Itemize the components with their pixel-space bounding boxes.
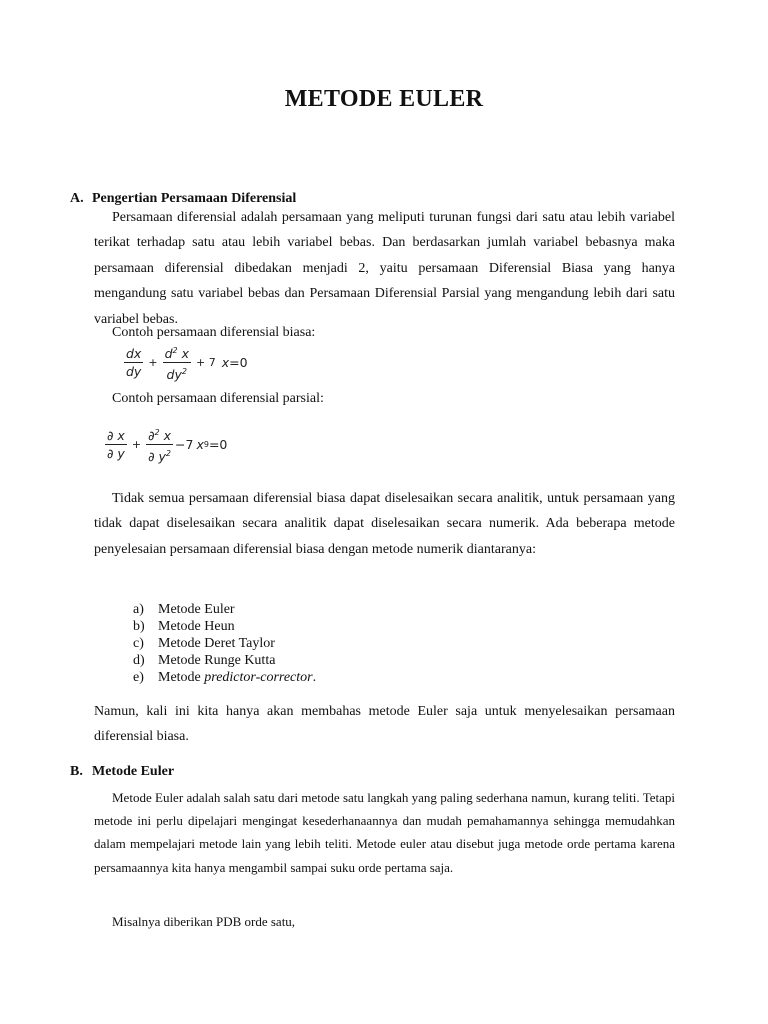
list-marker: a) <box>133 602 144 617</box>
example-partial-label: Contoh persamaan diferensial parsial: <box>112 391 324 406</box>
section-b-paragraph-2: Misalnya diberikan PDB orde satu, <box>112 914 296 929</box>
eq1-fraction-2 <box>163 343 191 382</box>
list-marker: e) <box>133 670 144 685</box>
section-a-title: Pengertian Persamaan Diferensial <box>92 191 297 206</box>
eq2-denominator-1: ∂ y <box>107 446 125 462</box>
eq1-denominator-1: dy <box>126 364 142 380</box>
section-b-title: Metode Euler <box>92 764 175 779</box>
eq1-numerator-2 <box>163 343 191 363</box>
eq2-fraction-1 <box>105 428 127 461</box>
eq2-equals: =0 <box>208 437 228 453</box>
eq1-equals: =0 <box>229 355 248 371</box>
eq2-tail: −7 <box>175 437 194 453</box>
eq1-fraction-1 <box>124 346 143 379</box>
equation-ordinary <box>122 343 248 382</box>
equation-partial <box>103 425 227 464</box>
eq2-den2-var: ∂ y <box>148 449 166 465</box>
list-item <box>133 652 316 669</box>
eq2-numerator-1: ∂ x <box>107 428 125 444</box>
example-ordinary-label: Contoh persamaan diferensial biasa: <box>112 325 316 340</box>
methods-list <box>133 601 316 686</box>
list-item <box>133 669 316 686</box>
section-b-paragraph-1: Metode Euler adalah salah satu dari metode satu langkah yang paling sederhana namun, kurang teliti. Tetapi metode ini perlu dipelajari mengingat kesederhanaannya dan mudah pemahamannya sehingga memudahkan dalam mempelajari metode lain yang lebih teliti. Metode euler atau disebut juga metode orde pertama karena persamaannya kita hanya mengambil sampai suku orde pertama saja. <box>94 790 675 875</box>
eq1-den2-var: dy <box>166 367 182 383</box>
eq1-num2-d: d <box>164 346 173 362</box>
section-a-paragraph-1: Persamaan diferensial adalah persamaan yang meliputi turunan fungsi dari satu atau lebih variabel terikat terhadap satu atau lebih variabel bebas. Dan berdasarkan jumlah variabel bebasnya maka persamaan diferensial dibedakan menjadi 2, yaitu persamaan Diferensial Biasa yang hanya mengandung satu variabel bebas dan Persamaan Diferensial Parsial yang mengandung lebih dari satu variabel bebas. <box>94 210 675 327</box>
list-text: Metode Heun <box>158 619 235 634</box>
eq1-num2-var: x <box>181 346 189 362</box>
eq1-numerator-1: dx <box>126 346 142 362</box>
eq1-plus: + <box>148 356 158 370</box>
section-a-paragraph-3: Namun, kali ini kita hanya akan membahas metode Euler saja untuk menyelesaikan persamaan diferensial biasa. <box>94 704 675 745</box>
eq2-den2-sup: 2 <box>165 449 171 459</box>
section-b-heading <box>70 764 174 780</box>
list-marker: d) <box>133 653 145 668</box>
eq2-num2-var: x <box>163 428 172 444</box>
eq1-tail: + 7 <box>195 356 216 370</box>
list-text: Metode <box>158 670 205 685</box>
section-a-label: A. <box>70 191 84 206</box>
eq2-tail-var: x <box>196 437 204 453</box>
list-item <box>133 635 316 652</box>
list-text: Metode Runge Kutta <box>158 653 276 668</box>
eq2-tail-sup: 9 <box>203 440 209 450</box>
document-title: METODE EULER <box>284 86 484 112</box>
eq2-denominator-2 <box>146 445 173 464</box>
list-item <box>133 601 316 618</box>
list-marker: b) <box>133 619 145 634</box>
eq2-fraction-2 <box>146 425 173 464</box>
eq1-denominator-2 <box>165 363 189 382</box>
eq2-num2-sup: 2 <box>154 428 160 437</box>
list-item <box>133 618 316 635</box>
list-text: Metode Deret Taylor <box>158 636 275 651</box>
eq2-plus: + <box>131 438 142 452</box>
eq1-den2-sup: 2 <box>181 367 187 377</box>
section-b-label: B. <box>70 764 83 779</box>
list-text: Metode Euler <box>158 602 235 617</box>
eq1-num2-sup: 2 <box>172 346 178 355</box>
list-text-italic: predictor-corrector <box>204 670 313 685</box>
section-a-paragraph-2: Tidak semua persamaan diferensial biasa dapat diselesaikan secara analitik, untuk persamaan yang tidak dapat diselesaikan secara analitik dapat diselesaikan secara numerik. Ada beberapa metode penyelesaian persamaan diferensial biasa dengan metode numerik diantaranya: <box>94 491 675 557</box>
list-text-end: . <box>312 670 317 685</box>
list-marker: c) <box>133 636 144 651</box>
eq2-numerator-2 <box>146 425 173 445</box>
eq2-num2-partial: ∂ <box>148 428 155 444</box>
eq1-tail-var: x <box>221 355 230 371</box>
